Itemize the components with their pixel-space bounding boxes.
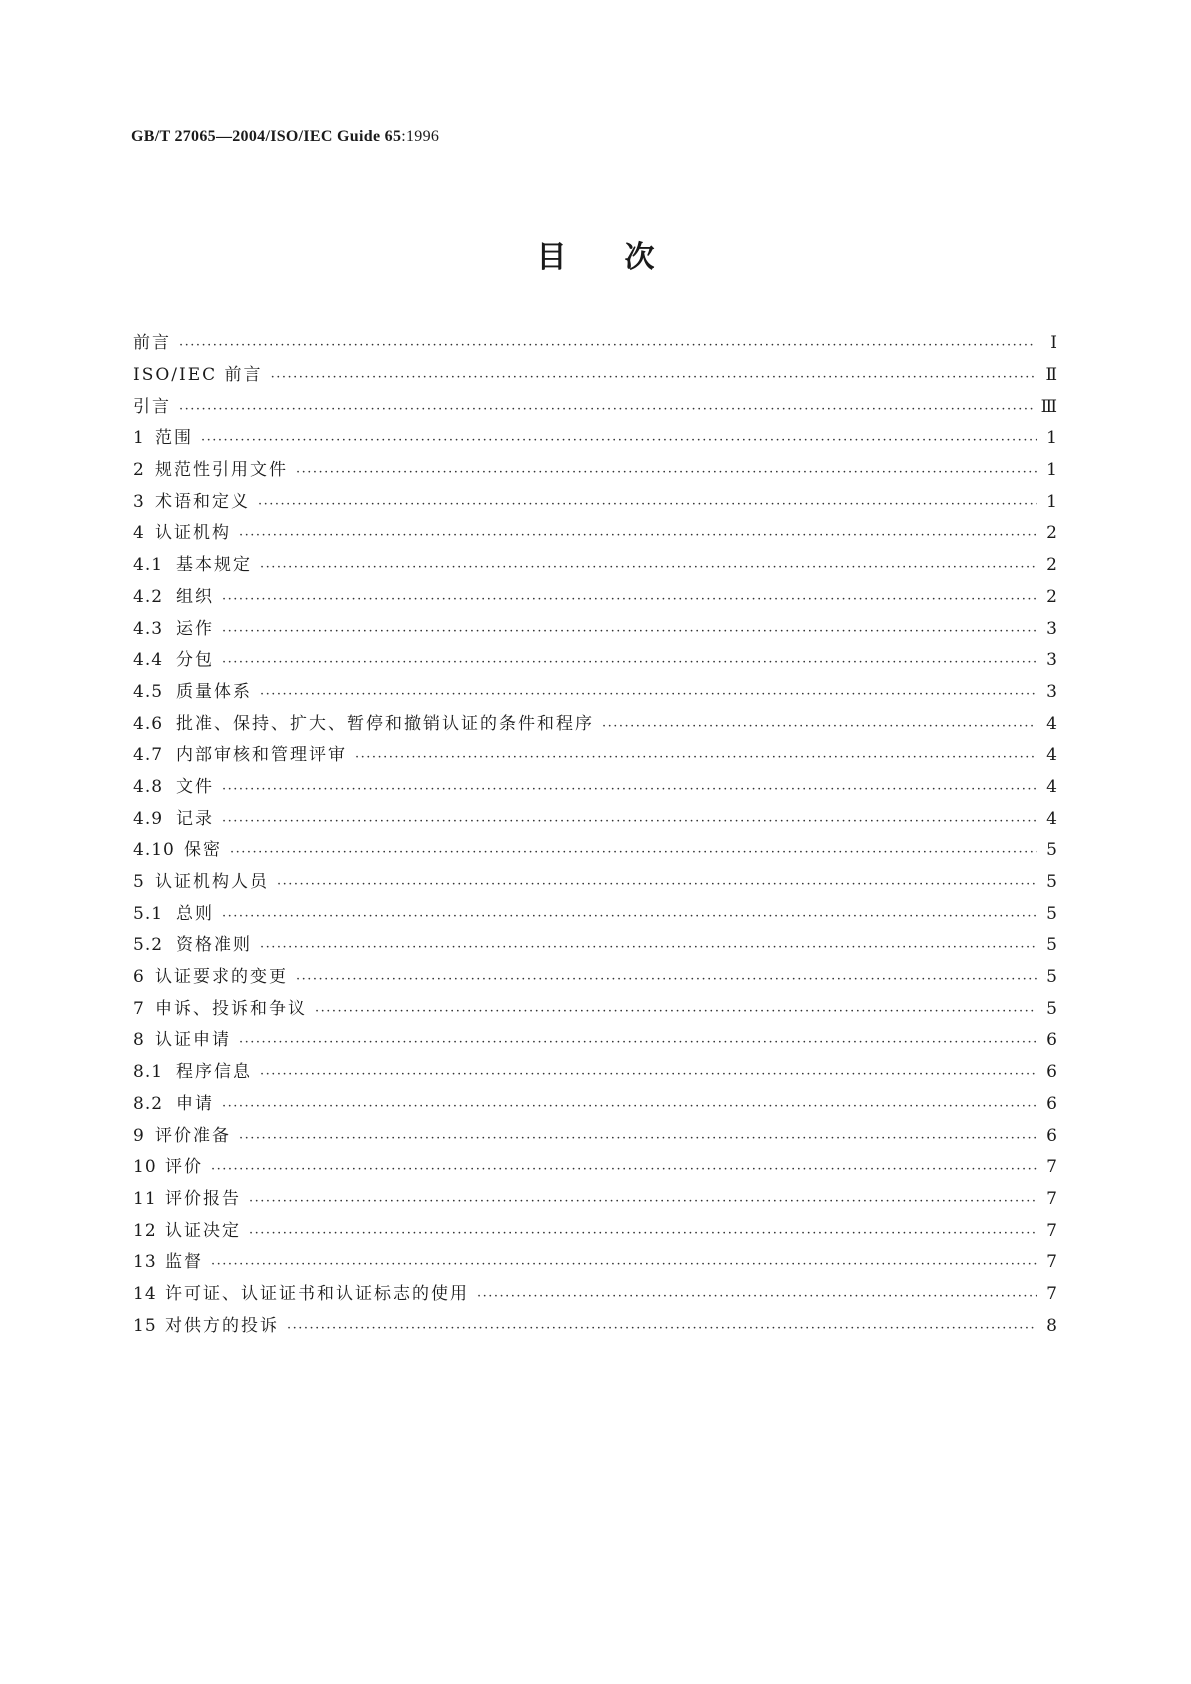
toc-entry[interactable] (133, 867, 1057, 899)
toc-entry[interactable] (133, 455, 1057, 487)
toc-leader-dots (239, 1036, 1037, 1049)
toc-entry-label: 组织 (176, 586, 214, 607)
toc-leader-dots (179, 403, 1035, 416)
toc-leader-dots (211, 1163, 1037, 1176)
toc-entry[interactable] (133, 550, 1057, 582)
toc-entry-page: 6 (1046, 1093, 1057, 1114)
toc-entry[interactable] (133, 1089, 1057, 1121)
toc-leader-dots (315, 1005, 1037, 1018)
toc-entry[interactable] (133, 1184, 1057, 1216)
toc-entry-number: 4.6 (133, 713, 164, 734)
toc-entry-page: 7 (1046, 1220, 1057, 1241)
toc-entry-label: 术语和定义 (155, 491, 250, 512)
toc-entry[interactable] (133, 1279, 1057, 1311)
toc-entry-page: 2 (1046, 555, 1057, 576)
toc-leader-dots (260, 1068, 1037, 1081)
toc-entry-page: 5 (1046, 872, 1057, 893)
toc-entry-number: 3 (133, 491, 145, 512)
toc-leader-dots (602, 720, 1037, 733)
toc-entry[interactable] (133, 708, 1057, 740)
toc-entry[interactable] (133, 677, 1057, 709)
toc-entry[interactable] (133, 1310, 1057, 1342)
toc-entry-page: 6 (1046, 1030, 1057, 1051)
toc-entry-label: 记录 (176, 808, 214, 829)
toc-entry-number: 5.1 (133, 903, 164, 924)
toc-entry-page: 1 (1046, 460, 1057, 481)
toc-leader-dots (179, 339, 1037, 352)
toc-entry[interactable] (133, 740, 1057, 772)
toc-entry-page: Ⅲ (1040, 396, 1057, 417)
toc-leader-dots (222, 783, 1037, 796)
toc-entry-page: 5 (1046, 903, 1057, 924)
toc-entry-number: 4.7 (133, 745, 164, 766)
toc-entry-label: 文件 (176, 776, 214, 797)
toc-entry-number: 6 (133, 967, 145, 988)
toc-entry-page: 8 (1046, 1315, 1057, 1336)
toc-leader-dots (211, 1258, 1037, 1271)
toc-leader-dots (222, 656, 1037, 669)
toc-leader-dots (222, 815, 1037, 828)
toc-entry-page: 7 (1046, 1188, 1057, 1209)
toc-entry[interactable] (133, 930, 1057, 962)
toc-entry-page: 3 (1046, 618, 1057, 639)
toc-entry-number: 2 (133, 460, 145, 481)
toc-entry-label: 对供方的投诉 (165, 1315, 279, 1336)
toc-entry-label: 范围 (155, 428, 193, 449)
toc-entry[interactable] (133, 613, 1057, 645)
toc-entry-page: 5 (1046, 840, 1057, 861)
toc-entry-label: 认证机构人员 (155, 872, 269, 893)
toc-entry-label: 前言 (133, 333, 171, 354)
toc-entry-label: 分包 (176, 650, 214, 671)
toc-entry[interactable] (133, 1057, 1057, 1089)
toc-entry-number: 11 (133, 1188, 157, 1209)
page-header (131, 128, 439, 146)
toc-leader-dots (222, 910, 1037, 923)
toc-entry-label: 程序信息 (176, 1062, 252, 1083)
toc-entry-label: 监督 (165, 1252, 203, 1273)
toc-entry-label: 运作 (176, 618, 214, 639)
toc-entry-page: 5 (1046, 935, 1057, 956)
toc-entry-label: 质量体系 (176, 681, 252, 702)
toc-entry[interactable] (133, 645, 1057, 677)
toc-leader-dots (239, 1132, 1037, 1145)
toc-leader-dots (249, 1227, 1037, 1240)
toc-entry[interactable] (133, 803, 1057, 835)
toc-entry-number: 10 (133, 1157, 157, 1178)
toc-entry[interactable] (133, 423, 1057, 455)
toc-entry-page: 7 (1046, 1157, 1057, 1178)
standard-number: GB/T 27065—2004/ISO/IEC Guide 65 (131, 128, 402, 145)
toc-entry-label: 内部审核和管理评审 (176, 745, 347, 766)
toc-entry-label: 申请 (176, 1093, 214, 1114)
toc-leader-dots (477, 1290, 1037, 1303)
toc-leader-dots (277, 878, 1037, 891)
toc-entry-page: 6 (1046, 1062, 1057, 1083)
toc-entry-number: 4.9 (133, 808, 164, 829)
toc-entry-number: 15 (133, 1315, 157, 1336)
toc-leader-dots (296, 466, 1037, 479)
toc-entry-number: 5 (133, 872, 145, 893)
toc-entry-label: 申诉、投诉和争议 (155, 998, 307, 1019)
toc-entry-page: Ⅱ (1045, 365, 1057, 386)
toc-entry-page: Ⅰ (1050, 333, 1057, 354)
toc-entry-label: ISO/IEC 前言 (133, 365, 263, 386)
toc-entry[interactable] (133, 1215, 1057, 1247)
toc-entry-page: 7 (1046, 1252, 1057, 1273)
toc-entry-number: 14 (133, 1283, 157, 1304)
toc-entry-number: 8.1 (133, 1062, 164, 1083)
toc-entry-number: 4.8 (133, 776, 164, 797)
toc-entry-label: 评价 (165, 1157, 203, 1178)
toc-entry-label: 评价准备 (155, 1125, 231, 1146)
toc-entry-page: 1 (1046, 428, 1057, 449)
toc-leader-dots (222, 1100, 1037, 1113)
toc-entry-label: 保密 (184, 840, 222, 861)
toc-entry-label: 批准、保持、扩大、暂停和撤销认证的条件和程序 (176, 713, 594, 734)
toc-entry-label: 基本规定 (176, 555, 252, 576)
toc-entry-number: 13 (133, 1252, 157, 1273)
toc-entry-number: 4.1 (133, 555, 164, 576)
toc-entry-label: 认证申请 (155, 1030, 231, 1051)
toc-entry-number: 4 (133, 523, 145, 544)
toc-entry-number: 4.3 (133, 618, 164, 639)
toc-entry[interactable] (133, 993, 1057, 1025)
toc-entry-label: 认证要求的变更 (155, 967, 288, 988)
toc-entry-number: 4.4 (133, 650, 164, 671)
toc-leader-dots (222, 625, 1037, 638)
toc-entry-page: 4 (1046, 745, 1057, 766)
table-of-contents (133, 328, 1057, 1342)
toc-entry-number: 9 (133, 1125, 145, 1146)
toc-leader-dots (222, 593, 1037, 606)
toc-entry[interactable] (133, 391, 1057, 423)
toc-entry[interactable] (133, 360, 1057, 392)
toc-leader-dots (239, 529, 1037, 542)
toc-entry[interactable] (133, 898, 1057, 930)
toc-entry-number: 4.10 (133, 840, 175, 861)
toc-entry-label: 总则 (176, 903, 214, 924)
toc-leader-dots (260, 941, 1037, 954)
toc-entry-label: 认证机构 (155, 523, 231, 544)
toc-leader-dots (271, 371, 1037, 384)
toc-entry-page: 4 (1046, 776, 1057, 797)
toc-entry-page: 5 (1046, 998, 1057, 1019)
toc-leader-dots (249, 1195, 1037, 1208)
toc-entry-number: 7 (133, 998, 145, 1019)
toc-entry-number: 4.2 (133, 586, 164, 607)
toc-leader-dots (296, 973, 1037, 986)
toc-entry-page: 3 (1046, 650, 1057, 671)
toc-entry-page: 2 (1046, 523, 1057, 544)
toc-entry[interactable] (133, 962, 1057, 994)
toc-entry-label: 引言 (133, 396, 171, 417)
toc-leader-dots (230, 846, 1037, 859)
toc-entry-label: 许可证、认证证书和认证标志的使用 (165, 1283, 469, 1304)
toc-leader-dots (201, 434, 1037, 447)
toc-entry-page: 6 (1046, 1125, 1057, 1146)
toc-entry-page: 4 (1046, 713, 1057, 734)
toc-leader-dots (260, 688, 1037, 701)
toc-entry-number: 8.2 (133, 1093, 164, 1114)
toc-entry-number: 1 (133, 428, 145, 449)
toc-entry[interactable] (133, 1120, 1057, 1152)
toc-entry-number: 12 (133, 1220, 157, 1241)
toc-entry-label: 资格准则 (176, 935, 252, 956)
toc-entry-page: 7 (1046, 1283, 1057, 1304)
toc-entry[interactable] (133, 772, 1057, 804)
toc-entry[interactable] (133, 518, 1057, 550)
toc-entry-number: 4.5 (133, 681, 164, 702)
toc-entry[interactable] (133, 1152, 1057, 1184)
page-title: 目次 (536, 240, 713, 275)
toc-leader-dots (287, 1322, 1037, 1335)
toc-entry-label: 规范性引用文件 (155, 460, 288, 481)
toc-entry-number: 8 (133, 1030, 145, 1051)
toc-entry-page: 3 (1046, 681, 1057, 702)
standard-year: :1996 (401, 128, 440, 145)
toc-entry-page: 1 (1046, 491, 1057, 512)
toc-entry[interactable] (133, 328, 1057, 360)
toc-entry[interactable] (133, 1025, 1057, 1057)
toc-entry[interactable] (133, 1247, 1057, 1279)
toc-entry-page: 2 (1046, 586, 1057, 607)
toc-entry[interactable] (133, 835, 1057, 867)
toc-entry-number: 5.2 (133, 935, 164, 956)
toc-entry[interactable] (133, 486, 1057, 518)
toc-leader-dots (258, 498, 1037, 511)
toc-leader-dots (260, 561, 1037, 574)
toc-entry-page: 4 (1046, 808, 1057, 829)
toc-entry-page: 5 (1046, 967, 1057, 988)
toc-entry-label: 评价报告 (165, 1188, 241, 1209)
toc-entry-label: 认证决定 (165, 1220, 241, 1241)
toc-entry[interactable] (133, 582, 1057, 614)
toc-leader-dots (355, 751, 1037, 764)
